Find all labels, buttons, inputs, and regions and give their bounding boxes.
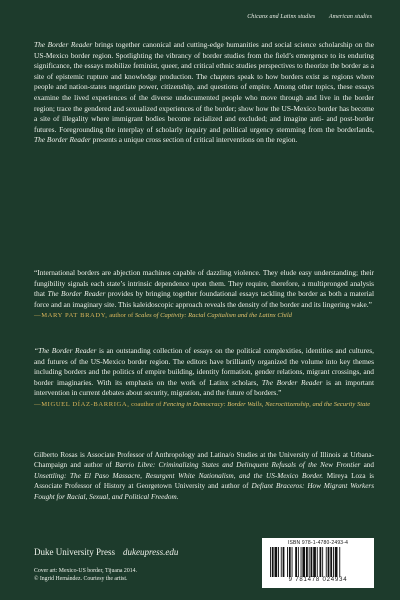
barcode-bar [311, 547, 313, 577]
quote-2-attribution [34, 400, 374, 410]
quote-2-text-2: is an important intervention in current debates about security, migration, and the future of borders.” [34, 377, 375, 398]
barcode-bar [287, 547, 288, 577]
quote-2-title: “The Border Reader [34, 346, 97, 355]
barcode-bar [278, 547, 279, 577]
barcode-bar [275, 547, 278, 577]
cover-credit-line-2: © Ingrid Hernández. Courtesy the artist. [34, 576, 128, 583]
isbn-barcode [262, 538, 374, 588]
description-text-2: presents a unique cross section of critical interventions on the region. [90, 135, 298, 145]
quote-2-author: —MIGUEL DÍAZ-BARRIGA, [34, 400, 130, 408]
book-title-2: The Border Reader [34, 135, 91, 145]
barcode-bar [298, 547, 299, 577]
book-description [34, 40, 374, 146]
barcode-bar [272, 547, 274, 577]
isbn-digits: 9 781478 024934 [288, 577, 348, 583]
barcode-bar [292, 547, 293, 577]
barcode-bar [339, 547, 340, 577]
barcode-bar [302, 547, 305, 577]
barcode-bar [322, 547, 323, 577]
category-chicanx: Chicanx and Latinx studies [247, 14, 316, 20]
barcode-bar [330, 547, 332, 577]
isbn-label: ISBN 978-1-4780-2493-4 [287, 540, 349, 546]
bio-book-3: Defiant Braceros: How Migrant Workers Fought for Racial, Sexual, and Political Freedom. [34, 482, 374, 501]
barcode-bar [328, 547, 330, 577]
quote-1-text-1: “International borders are abjection machines capable of dazzling violence. They elude easy understanding; their fungibility signals each state’s intrinsic dependence upon them. They require, therefore, a multipronged analysis that [34, 268, 374, 299]
quote-1-title: The Border Reader [47, 289, 106, 299]
quote-1-text-2: provides by bringing together foundational essays tackling the border as both a material force and an imaginary site. This kaleidoscopic approach reveals the density of the border and its lingering wake.” [34, 289, 374, 309]
bio-book-2: Unsettling: The El Paso Massacre, Resurgent White Nationalism, and the US-Mexico Border. [34, 471, 324, 480]
barcode-bar [320, 547, 322, 577]
barcode-bar [333, 547, 334, 577]
endorsement-1 [34, 268, 374, 321]
quote-2-title-2: The Border Reader [261, 377, 323, 387]
publisher-line [34, 547, 178, 557]
description-text-1: brings together canonical and cutting-edge humanities and social science scholarship on the US-Mexico border region. Spotlighting the vibrancy of border studies from the field’s emergence to its enduring significance, the essays mobilize feminist, queer, and critical ethnic studies perspectives to theorize the border as a site of epistemic rupture and knowledge production. The chapters speak to how borders exist as regions where people and nation-states negotiate power, citizenship, and questions of empire. Among other topics, these essays examine the lived experiences of the diverse undocumented people who move through and live in the border region; trace the gendered and sexualized experiences of the border; show how the US-Mexico border has become a site of illegality where immigrant bodies become racialized and excluded; and imagine anti- and post-border futures. Foregrounding the interplay of scholarly inquiry and political urgency stemming from the borderlands, [34, 40, 374, 134]
quote-2-author-suffix: coauthor of [129, 400, 164, 408]
bio-text-2: and [360, 461, 374, 470]
cover-credit-line-1: Cover art: Mexico-US border, Tijuana 2014. [34, 568, 137, 574]
barcode-bar [283, 547, 285, 577]
book-title: The Border Reader [34, 40, 93, 49]
barcode-bar [309, 547, 310, 577]
quote-1-author: —MARY PAT BRADY, [34, 312, 108, 320]
quote-2-text-1: is an outstanding collection of essays on the political complexities, identities and cultures, and futures of the US-Mexico border region. The editors have brilliantly organized the volume into key themes including borders and the politics of empire building, identity formation, gender relations, migrant crossings, and border imaginaries. With its emphasis on the work of Latinx scholars, [34, 346, 374, 387]
publisher-website: dukeupress.edu [123, 547, 179, 557]
barcode-bar [295, 547, 297, 577]
quote-1-attribution [34, 311, 374, 321]
barcode-bar [326, 547, 327, 577]
bio-book-1: Barrio Libre: Criminalizing States and Delinquent Refusals of the New Frontier [115, 461, 361, 470]
barcode-bar [270, 547, 271, 577]
publisher-name: Duke University Press [34, 547, 115, 557]
barcode-bar [335, 547, 338, 577]
category-american: American studies [328, 14, 372, 20]
author-bios [34, 450, 374, 502]
barcode-bar [301, 547, 302, 577]
quote-2-book: Fencing in Democracy: Border Walls, Necrocitizenship, and the Security State [163, 400, 371, 408]
barcode-bar [306, 547, 308, 577]
category-labels [235, 14, 372, 20]
barcode-bar [317, 547, 318, 577]
barcode-bar [281, 547, 282, 577]
bio-text-1: Gilberto Rosas is Associate Professor of Anthropology and Latina/o Studies at the University of Illinois at Urbana-Champaign and author of [34, 451, 374, 470]
quote-1-book: Scales of Captivity: Racial Capitalism and the Latinx Child [134, 312, 292, 320]
barcode-bars [268, 547, 368, 577]
quote-1-author-suffix: author of [107, 312, 135, 320]
bio-text-3: Mireya Loza is Associate Professor of History at Georgetown University and author of [34, 471, 374, 491]
cover-credit [34, 567, 137, 583]
endorsement-2 [34, 346, 374, 409]
barcode-bar [289, 547, 291, 577]
barcode-bar [313, 547, 316, 577]
